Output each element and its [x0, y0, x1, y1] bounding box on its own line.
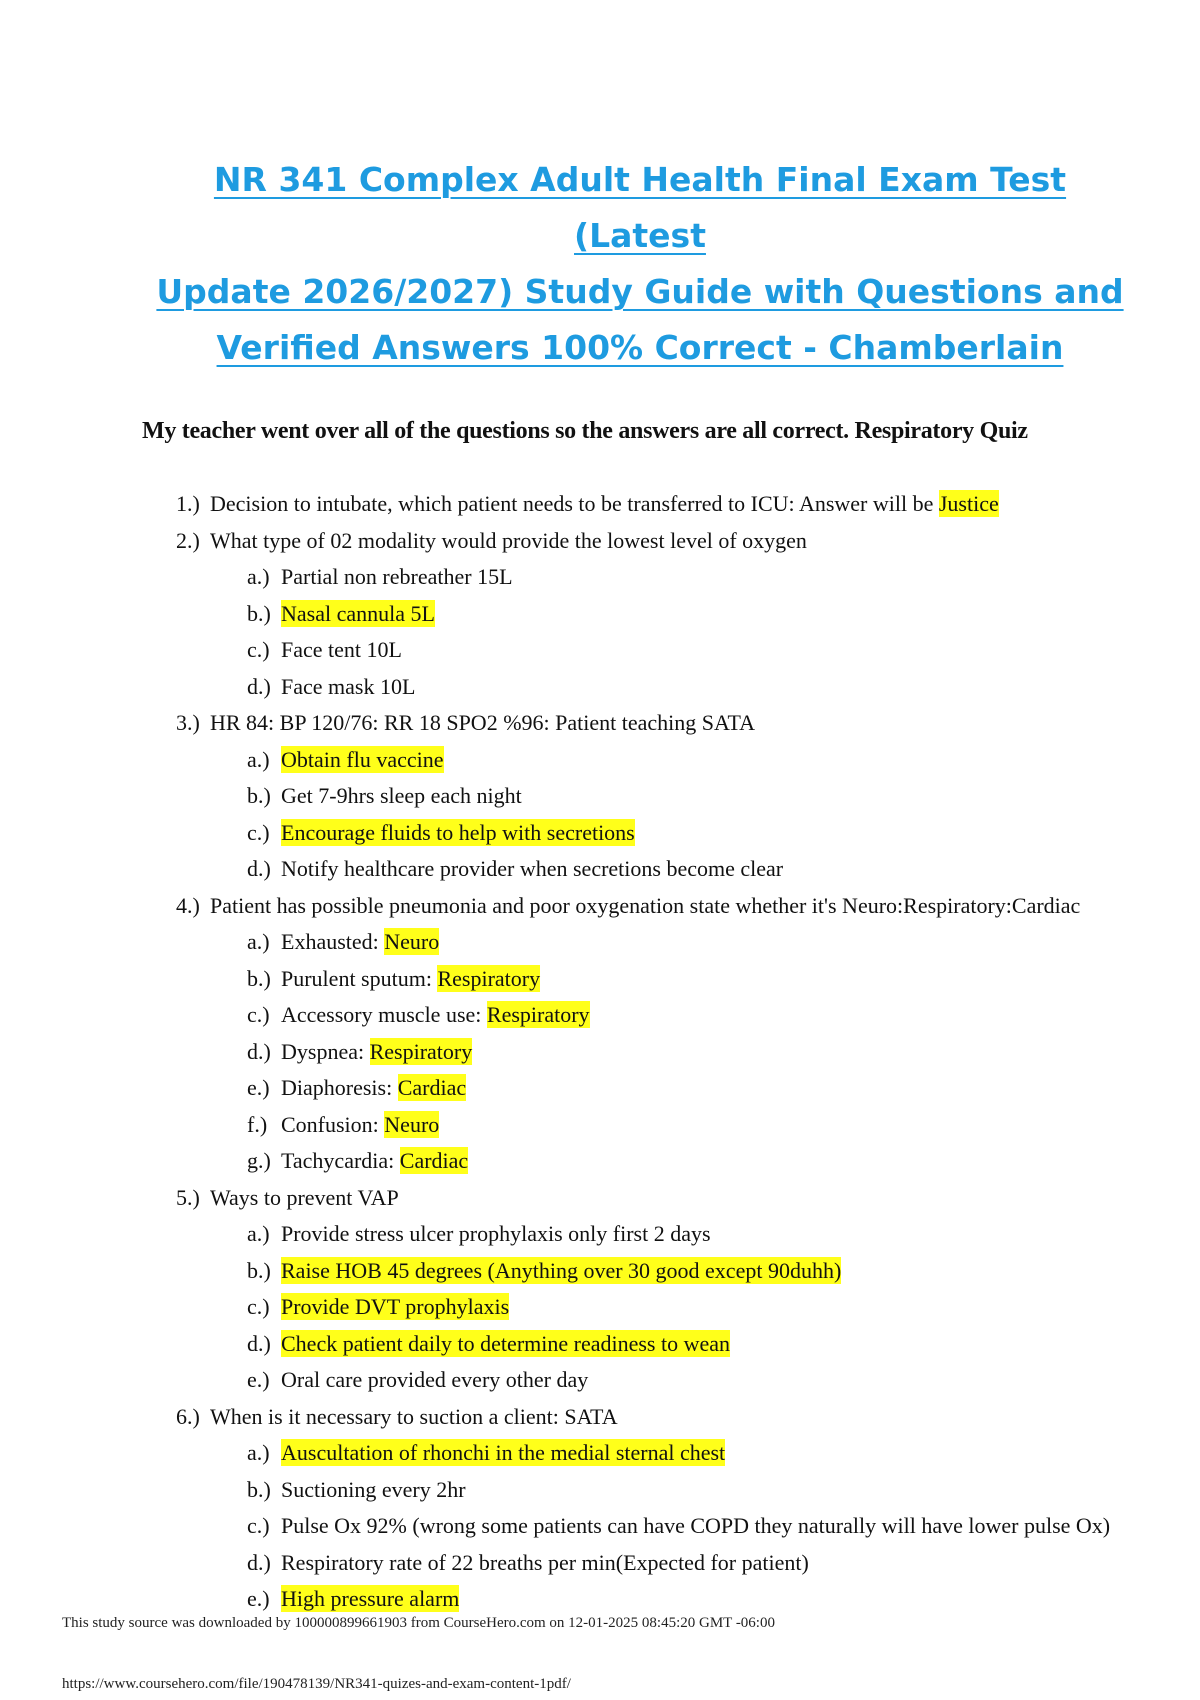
option-text: Oral care provided every other day — [281, 1367, 589, 1392]
option-text: Provide stress ulcer prophylaxis only first 2 days — [281, 1221, 711, 1246]
answer-option — [0, 596, 1200, 633]
question-text: Decision to intubate, which patient needs to be transferred to ICU: Answer will be — [210, 491, 939, 516]
highlighted-answer: Check patient daily to determine readiness to wean — [281, 1330, 731, 1356]
answer-option — [0, 1289, 1200, 1326]
question-number: 6.) — [176, 1403, 200, 1429]
option-label: Tachycardia: — [281, 1148, 400, 1173]
option-label: Diaphoresis: — [281, 1075, 398, 1100]
highlighted-answer: Auscultation of rhonchi in the medial sternal chest — [281, 1440, 726, 1465]
answer-option — [0, 632, 1200, 669]
option-letter: d.) — [247, 1038, 271, 1064]
option-letter: c.) — [247, 637, 270, 662]
answer-option — [0, 1326, 1200, 1363]
option-letter: b.) — [247, 1257, 271, 1283]
option-text: Pulse Ox 92% (wrong some patients can have COPD they naturally will have lower pulse Ox) — [281, 1513, 1111, 1538]
option-letter: b.) — [247, 1476, 271, 1502]
answer-option — [0, 1435, 1200, 1472]
option-letter: d.) — [247, 673, 271, 699]
option-letter: e.) — [247, 1367, 270, 1392]
answer-option — [0, 778, 1200, 815]
option-label: Dyspnea: — [281, 1038, 370, 1064]
question-text: Patient has possible pneumonia and poor oxygenation state whether it's Neuro:Respiratory:Cardiac — [210, 892, 1081, 918]
highlighted-answer: Neuro — [384, 1111, 440, 1137]
option-letter: c.) — [247, 1513, 270, 1538]
option-letter: a.) — [247, 564, 270, 589]
intro-heading: My teacher went over all of the questions so the answers are all correct. Respiratory Quiz — [142, 418, 1028, 444]
answer-option — [0, 1216, 1200, 1253]
document-title — [150, 152, 1130, 376]
answer-option — [0, 669, 1200, 706]
question-list — [0, 486, 1200, 1618]
highlighted-answer: Nasal cannula 5L — [281, 600, 435, 626]
highlighted-answer: High pressure alarm — [281, 1586, 460, 1611]
answer-option — [0, 1143, 1200, 1180]
answer-option — [0, 1070, 1200, 1107]
highlighted-answer: Respiratory — [369, 1038, 473, 1064]
title-line-3: Verified Answers 100% Correct - Chamberlain — [216, 328, 1064, 367]
option-letter: c.) — [247, 819, 270, 845]
option-letter: d.) — [247, 1330, 271, 1356]
highlighted-answer: Neuro — [384, 929, 440, 954]
question-text: What type of 02 modality would provide the lowest level of oxygen — [210, 527, 807, 553]
highlighted-answer: Cardiac — [397, 1075, 467, 1100]
option-label: Purulent sputum: — [281, 965, 438, 991]
source-url: https://www.coursehero.com/file/190478139/NR341-quizes-and-exam-content-1pdf/ — [62, 1676, 571, 1692]
option-letter: d.) — [247, 856, 271, 881]
option-letter: e.) — [247, 1586, 270, 1611]
question-text: When is it necessary to suction a client: SATA — [210, 1403, 618, 1429]
question-text: Ways to prevent VAP — [210, 1184, 399, 1210]
question-text: HR 84: BP 120/76: RR 18 SPO2 %96: Patient teaching SATA — [210, 710, 756, 735]
download-source-note: This study source was downloaded by 100000899661903 from CourseHero.com on 12-01-2025 08:45:20 GMT -06:00 — [62, 1615, 775, 1631]
answer-option — [0, 961, 1200, 998]
highlighted-answer: Justice — [938, 491, 999, 516]
option-text: Get 7-9hrs sleep each night — [281, 783, 522, 808]
answer-option — [0, 815, 1200, 852]
option-letter: b.) — [247, 783, 271, 808]
highlighted-answer: Raise HOB 45 degrees (Anything over 30 good except 90duhh) — [281, 1257, 842, 1283]
option-text: Face mask 10L — [281, 673, 416, 699]
question-item — [0, 1180, 1200, 1217]
option-letter: c.) — [247, 1002, 270, 1027]
option-letter: c.) — [247, 1294, 270, 1319]
question-number: 5.) — [176, 1184, 200, 1210]
option-text: Notify healthcare provider when secretions become clear — [281, 856, 784, 881]
option-label: Exhausted: — [281, 929, 385, 954]
question-number: 2.) — [176, 527, 200, 553]
highlighted-answer: Respiratory — [486, 1002, 590, 1027]
answer-option — [0, 997, 1200, 1034]
option-letter: d.) — [247, 1549, 271, 1575]
title-line-1: NR 341 Complex Adult Health Final Exam Test (Latest — [213, 160, 1067, 255]
highlighted-answer: Provide DVT prophylaxis — [281, 1294, 510, 1319]
option-text: Respiratory rate of 22 breaths per min(Expected for patient) — [281, 1549, 809, 1575]
question-number: 1.) — [176, 491, 200, 516]
answer-option — [0, 1472, 1200, 1509]
answer-option — [0, 1545, 1200, 1582]
question-number: 3.) — [176, 710, 200, 735]
answer-option — [0, 924, 1200, 961]
question-item — [0, 486, 1200, 523]
answer-option — [0, 1034, 1200, 1071]
answer-option — [0, 1362, 1200, 1399]
option-letter: a.) — [247, 1440, 270, 1465]
option-letter: a.) — [247, 1221, 270, 1246]
answer-option — [0, 742, 1200, 779]
question-item — [0, 888, 1200, 925]
answer-option — [0, 559, 1200, 596]
answer-option — [0, 1508, 1200, 1545]
answer-option — [0, 1581, 1200, 1618]
option-letter: a.) — [247, 929, 270, 954]
question-item — [0, 705, 1200, 742]
title-line-2: Update 2026/2027) Study Guide with Questions and — [156, 272, 1124, 311]
option-label: Accessory muscle use: — [281, 1002, 487, 1027]
highlighted-answer: Cardiac — [399, 1148, 469, 1173]
option-text: Suctioning every 2hr — [281, 1476, 466, 1502]
option-letter: f.) — [247, 1111, 268, 1137]
question-number: 4.) — [176, 892, 200, 918]
option-letter: a.) — [247, 746, 270, 772]
highlighted-answer: Encourage fluids to help with secretions — [281, 819, 635, 845]
answer-option — [0, 1107, 1200, 1144]
answer-option — [0, 1253, 1200, 1290]
option-letter: e.) — [247, 1075, 270, 1100]
question-item — [0, 523, 1200, 560]
option-letter: g.) — [247, 1148, 271, 1173]
option-text: Partial non rebreather 15L — [281, 564, 513, 589]
option-label: Confusion: — [281, 1111, 385, 1137]
highlighted-answer: Respiratory — [437, 965, 541, 991]
answer-option — [0, 851, 1200, 888]
question-item — [0, 1399, 1200, 1436]
highlighted-answer: Obtain flu vaccine — [281, 746, 444, 772]
option-text: Face tent 10L — [281, 637, 402, 662]
option-letter: b.) — [247, 965, 271, 991]
option-letter: b.) — [247, 600, 271, 626]
